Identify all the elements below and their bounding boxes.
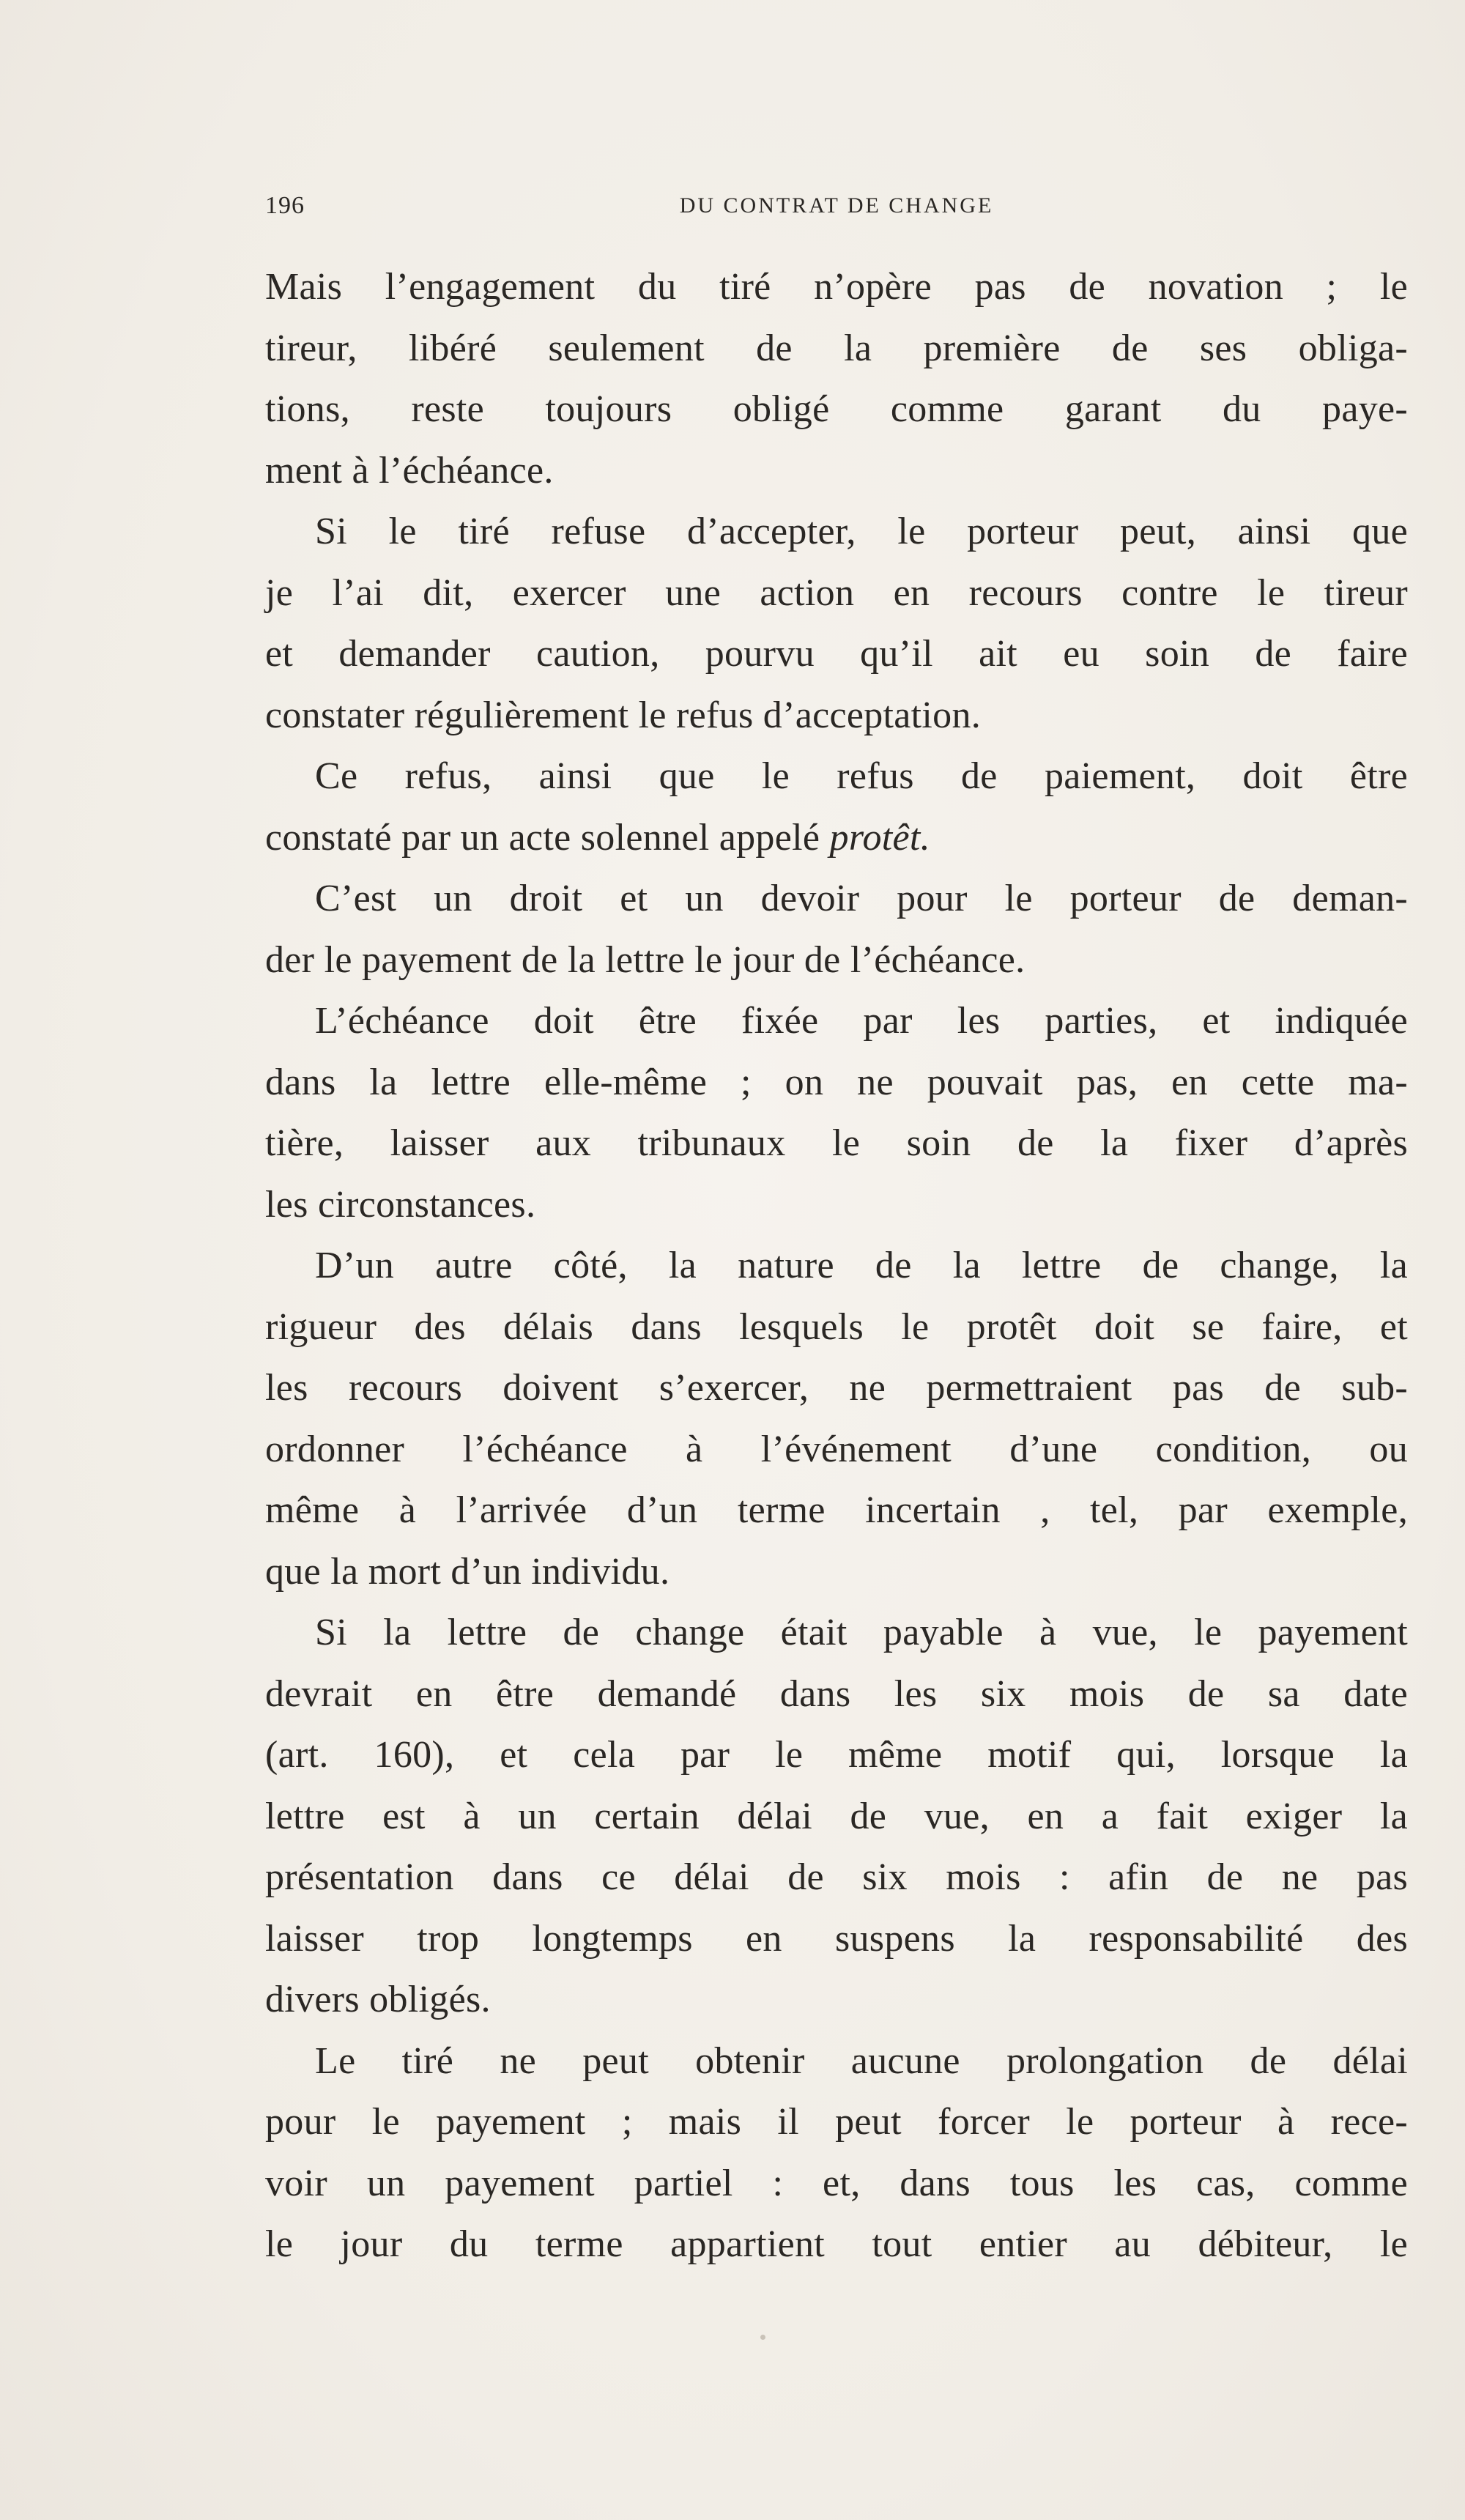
text-line: dans la lettre elle-même ; on ne pouvait pas, en cette ma-: [265, 1061, 1408, 1103]
text-line: le jour du terme appartient tout entier au débiteur, le: [265, 2223, 1408, 2265]
page-number: 196: [265, 192, 305, 219]
text-line: lettre est à un certain délai de vue, en a fait exiger la: [265, 1795, 1408, 1837]
text-line: que la mort d’un individu.: [265, 1550, 670, 1593]
body-text: [265, 256, 1408, 2275]
text-line-with-emphasis: [265, 807, 1408, 869]
text-line: ment à l’échéance.: [265, 449, 554, 492]
text-line: Ce refus, ainsi que le refus de paiement, doit être: [315, 755, 1408, 797]
text-line: les circonstances.: [265, 1183, 536, 1226]
text-line-segment: constaté par un acte solennel appelé: [265, 816, 820, 859]
text-line: (art. 160), et cela par le même motif qui, lorsque la: [265, 1734, 1408, 1776]
text-line: constater régulièrement le refus d’acceptation.: [265, 694, 982, 736]
text-line: pour le payement ; mais il peut forcer le porteur à rece-: [265, 2101, 1408, 2143]
text-line: tireur, libéré seulement de la première de ses obliga-: [265, 327, 1408, 369]
text-line: D’un autre côté, la nature de la lettre de change, la: [315, 1245, 1408, 1286]
text-line: voir un payement partiel : et, dans tous les cas, comme: [265, 2162, 1408, 2204]
text-line: présentation dans ce délai de six mois : afin de ne pas: [265, 1856, 1408, 1898]
text-line: tions, reste toujours obligé comme garant du paye-: [265, 388, 1408, 430]
text-line: Mais l’engagement du tiré n’opère pas de novation ; le: [265, 266, 1408, 308]
text-line: der le payement de la lettre le jour de l’échéance.: [265, 938, 1026, 981]
text-line: et demander caution, pourvu qu’il ait eu soin de faire: [265, 633, 1408, 675]
text-line: je l’ai dit, exercer une action en recours contre le tireur: [265, 571, 1408, 614]
text-line: Le tiré ne peut obtenir aucune prolongation de délai: [315, 2039, 1408, 2082]
text-line: devrait en être demandé dans les six mois de sa date: [265, 1672, 1408, 1715]
text-line: rigueur des délais dans lesquels le protêt doit se faire, et: [265, 1305, 1408, 1348]
running-head: DU CONTRAT DE CHANGE: [679, 193, 994, 218]
text-line: les recours doivent s’exercer, ne permettraient pas de sub-: [265, 1367, 1408, 1409]
text-line: C’est un droit et un devoir pour le porteur de deman-: [315, 878, 1408, 919]
text-line: ordonner l’échéance à l’événement d’une condition, ou: [265, 1428, 1408, 1470]
emphasized-term: protêt.: [829, 816, 930, 859]
text-line: tière, laisser aux tribunaux le soin de la fixer d’après: [265, 1122, 1408, 1164]
page-header: [265, 192, 1408, 236]
text-line: Si le tiré refuse d’accepter, le porteur peut, ainsi que: [315, 511, 1408, 552]
text-line: Si la lettre de change était payable à vue, le payement: [315, 1612, 1408, 1653]
text-line: L’échéance doit être fixée par les parties, et indiquée: [315, 1000, 1408, 1042]
paper-speck: [760, 2335, 765, 2340]
text-line: même à l’arrivée d’un terme incertain , tel, par exemple,: [265, 1489, 1408, 1531]
text-line: laisser trop longtemps en suspens la responsabilité des: [265, 1917, 1408, 1960]
text-line: divers obligés.: [265, 1979, 491, 2020]
